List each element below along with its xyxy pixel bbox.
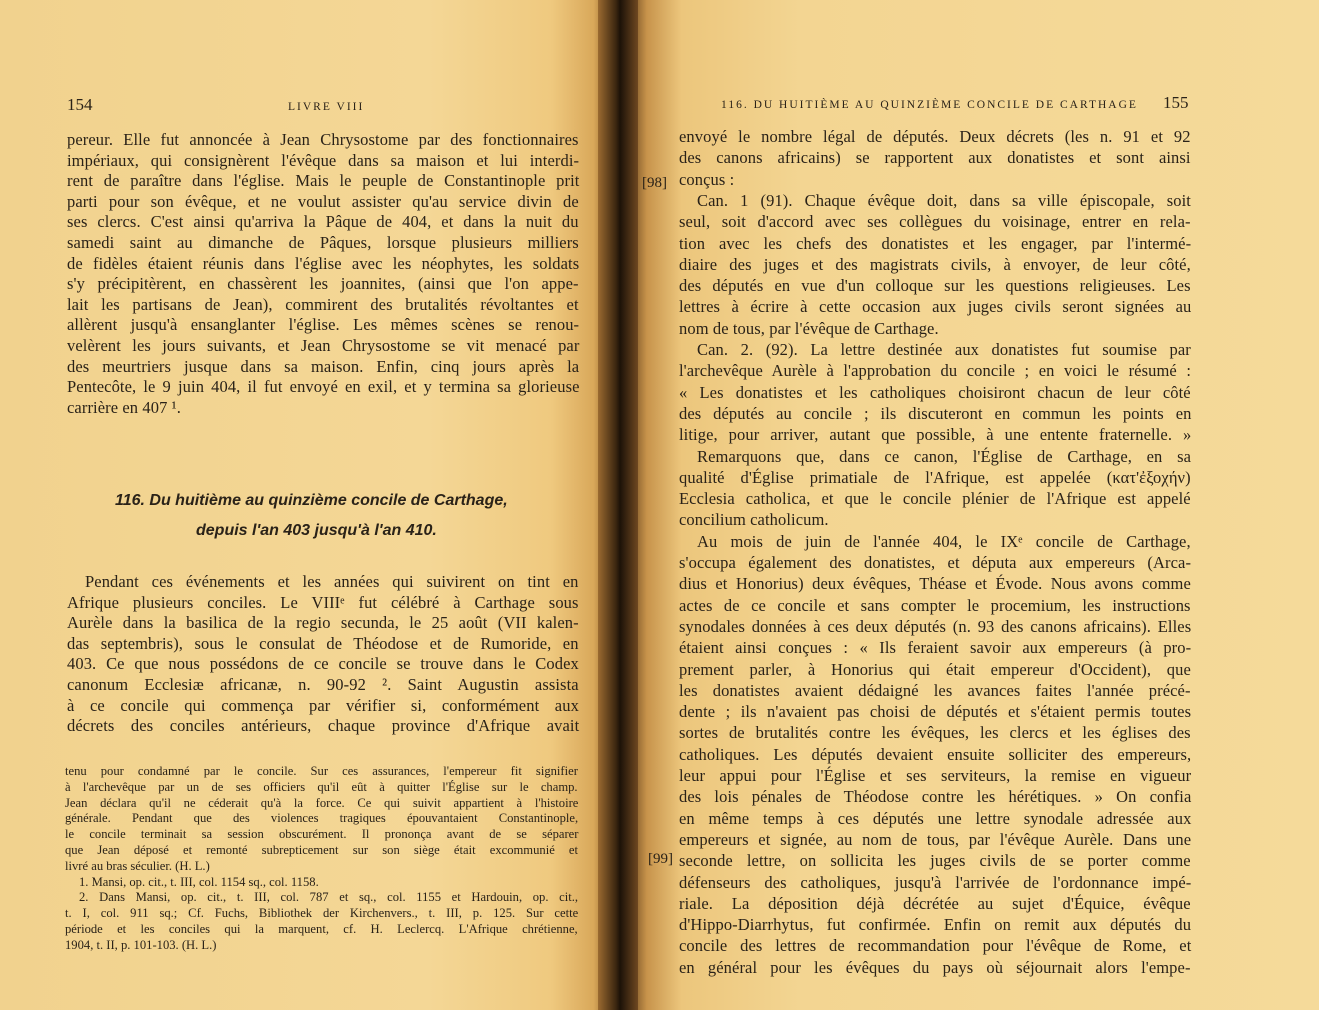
text-line: dius et Honorius) deux évêques, Théase et Évode. Nous avons comme [679, 574, 1191, 594]
page-number-left: 154 [67, 95, 93, 114]
text-line: 2. Dans Mansi, op. cit., t. III, col. 787 et sq., col. 1155 et Hardouin, op. cit., [79, 890, 579, 905]
text-line: Ecclesia catholica, et que le concile plénier de l'Afrique est appelé [679, 489, 1191, 509]
text-line: allèrent jusqu'à ensanglanter l'église. Les mêmes scènes se renou- [67, 315, 580, 335]
text-line: synodales données à ces deux députés (n. 93 des canons africains). Elles [679, 616, 1192, 636]
text-line: concile des lettres de recommandation pour l'évêque de Rome, et [679, 936, 1192, 956]
text-line: ses clercs. C'est ainsi qu'arriva la Pâque de 404, et dans la nuit du [67, 212, 579, 232]
text-line: Afrique plusieurs conciles. Le VIIIᵉ fut célébré à Carthage sous [67, 592, 579, 612]
text-line: diaire des juges et des magistrats civils, à envoyer, de leur côté, [679, 254, 1191, 274]
text-line: en général pour les évêques du pays où séjournait alors l'empe- [679, 957, 1191, 977]
text-line: des canons africains) se rapportent aux donatistes et sont ainsi [679, 148, 1191, 168]
right-page [626, 0, 1319, 1010]
text-line: tenu pour condamné par le concile. Sur ces assurances, l'empereur fit signifier [65, 764, 578, 778]
text-line: des députés en vue d'un colloque sur les questions religieuses. Les [679, 276, 1191, 296]
section-title-line-1: 116. Du huitième au quinzième concile de Carthage, [115, 492, 508, 509]
text-line: à l'archevêque par un de ses officiers qu'il eût à quitter l'Église sur le champ. [65, 779, 578, 794]
text-line: seconde lettre, on sollicita les juges civils de se porter comme [679, 851, 1191, 871]
text-line: l'archevêque Aurèle à l'approbation du concile ; en voici le résumé : [679, 361, 1192, 381]
text-line: qualité d'Église primatiale de l'Afrique, est appelée (κατ'ἐξοχήν) [679, 467, 1191, 487]
text-line: leur appui pour l'Église et ses serviteurs, la remise en vigueur [679, 766, 1192, 785]
text-line: des députés au concile ; ils discuteront en commun les points en [679, 403, 1192, 423]
text-line: tion avec les chefs des donatistes et les engager, par l'intermé- [679, 233, 1192, 253]
text-line: des lois pénales de Théodose contre les hérétiques. » On confia [679, 787, 1192, 807]
text-line: 403. Ce que nous possédons de ce concile se trouve dans le Codex [67, 654, 579, 674]
text-line: actes de ce concile et sans compter le procemium, les instructions [679, 595, 1191, 615]
margin-note-98: [98] [642, 175, 667, 191]
text-line: parti pour son évêque, et ne voulut assister qu'au service divin de [67, 191, 579, 211]
text-line: défenseurs des catholiques, jusqu'à l'arrivée de l'ordonnance impé- [679, 872, 1192, 892]
text-line: canonum Ecclesiæ africanæ, n. 90-92 ². Saint Augustin assista [67, 675, 579, 694]
text-line: impériaux, qui consignèrent l'évêque dans sa maison et lui interdi- [67, 150, 580, 170]
text-line: nom de tous, par l'évêque de Carthage. [679, 318, 939, 338]
text-line: empereurs et signée, au nom de tous, par l'évêque Aurèle. Dans une [679, 829, 1192, 849]
text-line: sortes de brutalités contre les évêques, les clercs et les églises des [679, 723, 1191, 743]
text-line: Au mois de juin de l'année 404, le IXᵉ concile de Carthage, [697, 531, 1191, 551]
text-line: de fidèles étaient réunis dans l'église avec les néophytes, les soldats [67, 253, 580, 273]
running-head-left: LIVRE VIII [288, 101, 365, 113]
text-line: s'y précipitèrent, en chassèrent les joannites, (ainsi que l'on appe- [67, 274, 579, 294]
running-head-right: 116. DU HUITIÈME AU QUINZIÈME CONCILE DE CARTHAGE [721, 99, 1138, 111]
section-title-line-2: depuis l'an 403 jusqu'à l'an 410. [196, 522, 437, 539]
text-line: catholiques. Les députés devaient ensuite solliciter des empereurs, [679, 744, 1192, 764]
text-line: carrière en 407 ¹. [67, 397, 181, 417]
text-line: Remarquons que, dans ce canon, l'Église de Carthage, en sa [697, 446, 1192, 466]
book-gutter [598, 0, 638, 1010]
text-line: décrets des conciles antérieurs, chaque province d'Afrique avait [67, 716, 580, 736]
text-line: concilium catholicum. [679, 510, 829, 530]
text-line: Jean déclara qu'il ne céderait qu'à la force. Ce qui suivit appartient à l'histoire [65, 795, 579, 810]
text-line: les donatistes avaient dédaigné les avances faites l'année précé- [679, 680, 1191, 700]
text-line: en même temps à ces députés une lettre synodale adressée aux [679, 808, 1192, 828]
text-line: riale. La déposition déjà décrétée au sujet d'Équice, évêque [679, 893, 1191, 913]
left-page [0, 0, 612, 1010]
text-line: livré au bras séculier. (H. L.) [65, 858, 210, 873]
text-line: 1904, t. II, p. 101-103. (H. L.) [65, 937, 217, 952]
margin-note-99: [99] [648, 851, 673, 867]
text-line: envoyé le nombre légal de députés. Deux décrets (les n. 91 et 92 [679, 127, 1191, 146]
text-line: à ce concile qui commença par vérifier si, conformément aux [67, 695, 579, 715]
text-line: que Jean déposé et remonté subrepticement sur son siège était excommunié et [65, 843, 579, 857]
text-line: 1. Mansi, op. cit., t. III, col. 1154 sq., col. 1158. [79, 874, 319, 889]
text-line: Can. 2. (92). La lettre destinée aux donatistes fut soumise par [697, 340, 1191, 359]
text-line: Can. 1 (91). Chaque évêque doit, dans sa ville épiscopale, soit [697, 190, 1191, 210]
text-line: t. I, col. 911 sq.; Cf. Fuchs, Bibliothek der Kirchenvers., t. III, p. 125. Sur cette [65, 906, 579, 921]
text-line: conçus : [679, 169, 735, 189]
text-line: seul, soit d'accord avec ses collègues du voisinage, entrer en rela- [679, 212, 1191, 232]
text-line: das septembris), sous le consulat de Théodose et de Rumoride, en [67, 633, 579, 653]
text-line: dente ; ils n'avaient pas choisi de députés et s'étaient permis toutes [679, 702, 1192, 722]
text-line: Pendant ces événements et les années qui suivirent on tint en [85, 572, 579, 591]
text-line: litige, pour arriver, autant que possible, à une entente fraternelle. » [679, 425, 1192, 445]
text-line: rent de paraître dans l'église. Mais le peuple de Constantinople prit [67, 171, 580, 191]
text-line: lettres à écrire à cette occasion aux juges civils seront signées au [679, 297, 1192, 317]
text-line: lait les partisans de Jean), commirent des brutalités révoltantes et [67, 294, 579, 314]
text-line: période et les conciles qui la marquent, cf. H. Leclercq. L'Afrique chrétienne, [65, 922, 578, 936]
text-line: d'Hippo-Diarrhytus, fut confirmée. Enfin on remit aux députés du [679, 915, 1192, 935]
text-line: « Les donatistes et les catholiques choisiront chacun de leur côté [679, 382, 1191, 402]
text-line: étaient ainsi conçues : « Ils feraient savoir aux empereurs (à pro- [679, 638, 1192, 658]
text-line: prement parler, à Honorius qui était empereur d'Occident), que [679, 659, 1191, 679]
page-number-right: 155 [1163, 93, 1189, 112]
text-line: velèrent les jours suivants, et Jean Chrysostome se vit menacé par [67, 336, 580, 355]
text-line: des meurtriers jusque dans sa maison. Enfin, cinq jours après la [67, 356, 580, 376]
text-line: le concile terminait sa session obscurément. Il prononça avant de se séparer [65, 827, 579, 842]
text-line: s'occupa également des donatistes, et députa aux empereurs (Arca- [679, 553, 1192, 572]
text-line: générale. Pendant que des violences tragiques épouvantaient Constantinople, [65, 811, 579, 826]
text-line: Pentecôte, le 9 juin 404, il fut envoyé en exil, et y termina sa glorieuse [67, 377, 580, 397]
text-line: samedi saint au dimanche de Pâques, lorsque plusieurs milliers [67, 233, 579, 252]
text-line: pereur. Elle fut annoncée à Jean Chrysostome par des fonctionnaires [67, 130, 579, 149]
text-line: Aurèle dans la basilica de la regio secunda, le 25 août (VII kalen- [67, 613, 579, 633]
